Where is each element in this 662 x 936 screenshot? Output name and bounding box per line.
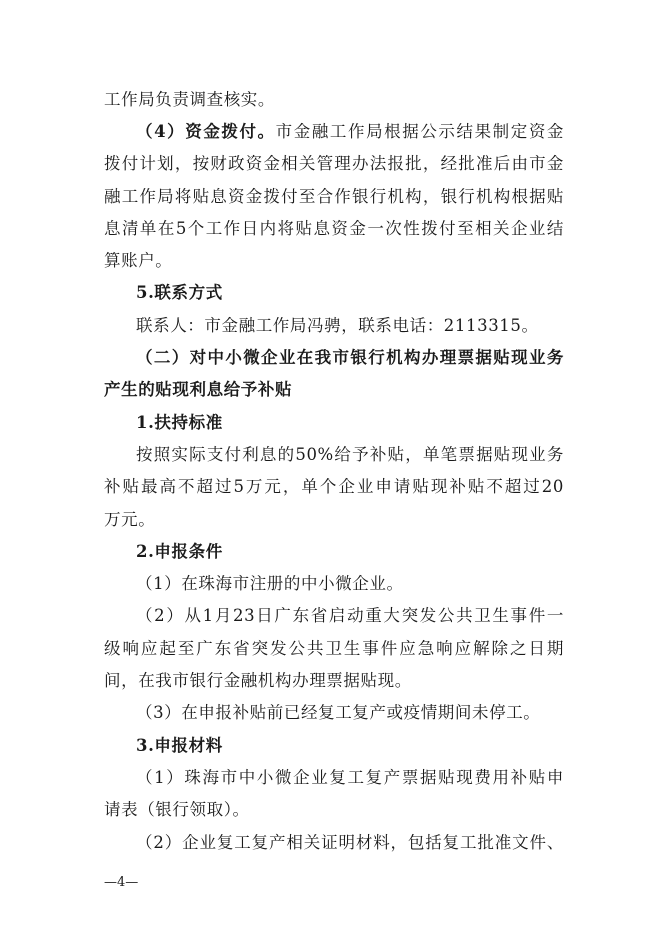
paragraph-line: 级响应起至广东省突发公共卫生事件应急响应解除之日期: [104, 639, 564, 658]
section-heading: 3.申报材料: [136, 736, 223, 755]
paragraph-line: 息清单在5个工作日内将贴息资金一次性拨付至相关企业结: [104, 219, 564, 238]
paragraph-line: （1）珠海市中小微企业复工复产票据贴现费用补贴申: [136, 768, 564, 787]
page-number: —4—: [104, 875, 139, 890]
paragraph-line: 请表（银行领取）。: [104, 800, 250, 819]
paragraph-line: 补贴最高不超过5万元，单个企业申请贴现补贴不超过20: [104, 477, 564, 496]
paragraph-line: 融工作局将贴息资金拨付至合作银行机构，银行机构根据贴: [104, 187, 564, 206]
paragraph-line: 万元。: [104, 510, 156, 529]
paragraph-line: （2）从1月23日广东省启动重大突发公共卫生事件一: [136, 606, 564, 625]
paragraph-line: （1）在珠海市注册的中小微企业。: [136, 574, 404, 593]
paragraph-line: 拨付计划，按财政资金相关管理办法报批，经批准后由市金: [104, 154, 564, 173]
paragraph-line: 联系人：市金融工作局冯骋，联系电话：2113315。: [136, 316, 539, 335]
paragraph-line: 间，在我市银行金融机构办理票据贴现。: [104, 671, 412, 690]
paragraph-line: （4）资金拨付。市金融工作局根据公示结果制定资金: [136, 122, 565, 141]
section-heading: 产生的贴现利息给予补贴: [104, 380, 293, 399]
section-heading: （二）对中小微企业在我市银行机构办理票据贴现业务: [136, 348, 564, 367]
section-heading: 2.申报条件: [136, 542, 223, 561]
section-heading: 1.扶持标准: [136, 413, 223, 432]
paragraph-line: 按照实际支付利息的50%给予补贴，单笔票据贴现业务: [136, 445, 564, 464]
section-heading: （4）资金拨付。: [136, 122, 276, 141]
paragraph-line: （2）企业复工复产相关证明材料，包括复工批准文件、: [136, 833, 564, 852]
paragraph-line: 算账户。: [104, 251, 173, 270]
paragraph-line: 工作局负责调查核实。: [104, 90, 275, 109]
paragraph-line: （3）在申报补贴前已经复工复产或疫情期间未停工。: [136, 703, 541, 722]
section-heading: 5.联系方式: [136, 283, 223, 302]
